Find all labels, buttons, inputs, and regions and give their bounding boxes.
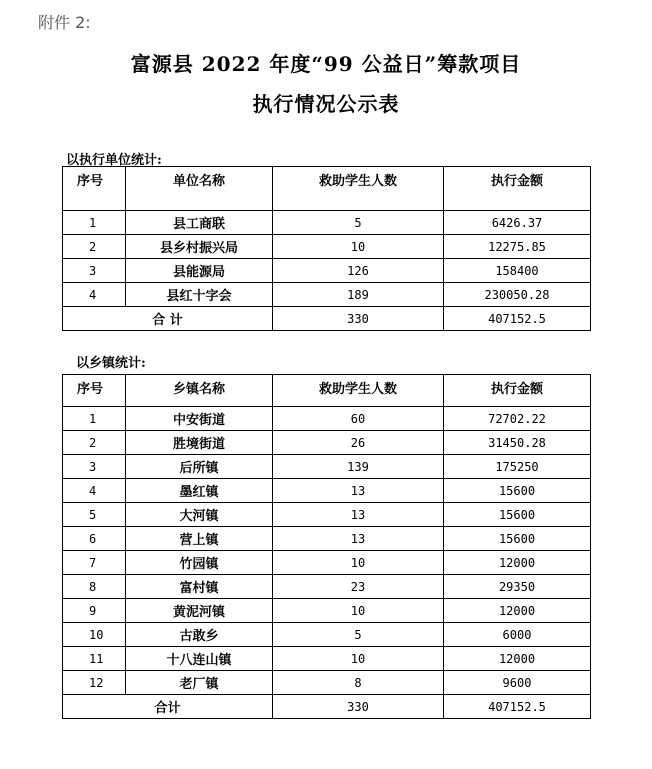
row-amount: 6426.37 (444, 211, 591, 235)
row-students: 10 (273, 235, 444, 259)
row-amount: 9600 (444, 671, 591, 695)
header-students: 救助学生人数 (273, 167, 444, 211)
units-table-body (63, 211, 591, 331)
row-students: 10 (273, 647, 444, 671)
row-amount: 31450.28 (444, 431, 591, 455)
row-index: 4 (63, 283, 126, 307)
table-row (63, 551, 591, 575)
row-name: 县乡村振兴局 (126, 235, 273, 259)
table-header-row (63, 375, 591, 407)
row-amount: 15600 (444, 527, 591, 551)
row-index: 10 (63, 623, 126, 647)
header-amount: 执行金额 (444, 375, 591, 407)
row-name: 营上镇 (126, 527, 273, 551)
table-row (63, 599, 591, 623)
row-amount: 158400 (444, 259, 591, 283)
row-students: 5 (273, 211, 444, 235)
row-students: 23 (273, 575, 444, 599)
row-amount: 29350 (444, 575, 591, 599)
total-amount: 407152.5 (444, 695, 591, 719)
table-row (63, 235, 591, 259)
table-row (63, 407, 591, 431)
total-label: 合 计 (63, 307, 273, 331)
towns-table-body (63, 407, 591, 719)
table-row (63, 283, 591, 307)
row-students: 126 (273, 259, 444, 283)
table-row (63, 647, 591, 671)
row-index: 2 (63, 431, 126, 455)
document-subtitle: 执行情况公示表 (252, 92, 400, 116)
header-students: 救助学生人数 (273, 375, 444, 407)
row-students: 60 (273, 407, 444, 431)
total-row (63, 695, 591, 719)
row-index: 8 (63, 575, 126, 599)
units-section-label: 以执行单位统计: (66, 153, 162, 168)
row-students: 13 (273, 527, 444, 551)
row-amount: 15600 (444, 503, 591, 527)
total-row (63, 307, 591, 331)
table-row (63, 527, 591, 551)
table-row (63, 479, 591, 503)
row-name: 县工商联 (126, 211, 273, 235)
row-name: 县能源局 (126, 259, 273, 283)
row-name: 胜境街道 (126, 431, 273, 455)
row-name: 大河镇 (126, 503, 273, 527)
row-index: 4 (63, 479, 126, 503)
total-students: 330 (273, 695, 444, 719)
towns-table (62, 374, 591, 719)
row-amount: 12000 (444, 551, 591, 575)
table-row (63, 623, 591, 647)
row-students: 10 (273, 599, 444, 623)
table-row (63, 455, 591, 479)
table-row (63, 259, 591, 283)
row-index: 12 (63, 671, 126, 695)
row-name: 老厂镇 (126, 671, 273, 695)
row-name: 中安街道 (126, 407, 273, 431)
units-table (62, 166, 591, 331)
header-index: 序号 (63, 375, 126, 407)
row-students: 13 (273, 503, 444, 527)
row-amount: 12275.85 (444, 235, 591, 259)
attachment-label: 附件 2: (38, 13, 91, 32)
row-index: 3 (63, 455, 126, 479)
row-amount: 175250 (444, 455, 591, 479)
header-town-name: 乡镇名称 (126, 375, 273, 407)
row-name: 墨红镇 (126, 479, 273, 503)
row-name: 县红十字会 (126, 283, 273, 307)
row-index: 11 (63, 647, 126, 671)
row-amount: 72702.22 (444, 407, 591, 431)
document-title: 富源县 2022 年度“99 公益日”筹款项目 (130, 52, 522, 76)
row-index: 9 (63, 599, 126, 623)
row-amount: 6000 (444, 623, 591, 647)
row-name: 古敢乡 (126, 623, 273, 647)
row-index: 2 (63, 235, 126, 259)
row-name: 十八连山镇 (126, 647, 273, 671)
table-row (63, 503, 591, 527)
table-row (63, 575, 591, 599)
row-index: 3 (63, 259, 126, 283)
row-students: 26 (273, 431, 444, 455)
header-unit-name: 单位名称 (126, 167, 273, 211)
row-amount: 12000 (444, 599, 591, 623)
row-students: 8 (273, 671, 444, 695)
row-students: 5 (273, 623, 444, 647)
row-students: 189 (273, 283, 444, 307)
table-header-row (63, 167, 591, 211)
towns-section-label: 以乡镇统计: (76, 356, 146, 371)
row-amount: 12000 (444, 647, 591, 671)
row-students: 139 (273, 455, 444, 479)
total-label: 合计 (63, 695, 273, 719)
row-students: 13 (273, 479, 444, 503)
row-amount: 230050.28 (444, 283, 591, 307)
row-amount: 15600 (444, 479, 591, 503)
row-index: 5 (63, 503, 126, 527)
row-students: 10 (273, 551, 444, 575)
row-name: 黄泥河镇 (126, 599, 273, 623)
header-amount: 执行金额 (444, 167, 591, 211)
total-students: 330 (273, 307, 444, 331)
row-index: 1 (63, 211, 126, 235)
row-name: 后所镇 (126, 455, 273, 479)
table-row (63, 431, 591, 455)
total-amount: 407152.5 (444, 307, 591, 331)
row-index: 7 (63, 551, 126, 575)
row-name: 富村镇 (126, 575, 273, 599)
row-index: 1 (63, 407, 126, 431)
table-row (63, 671, 591, 695)
table-row (63, 211, 591, 235)
header-index: 序号 (63, 167, 126, 211)
row-name: 竹园镇 (126, 551, 273, 575)
row-index: 6 (63, 527, 126, 551)
